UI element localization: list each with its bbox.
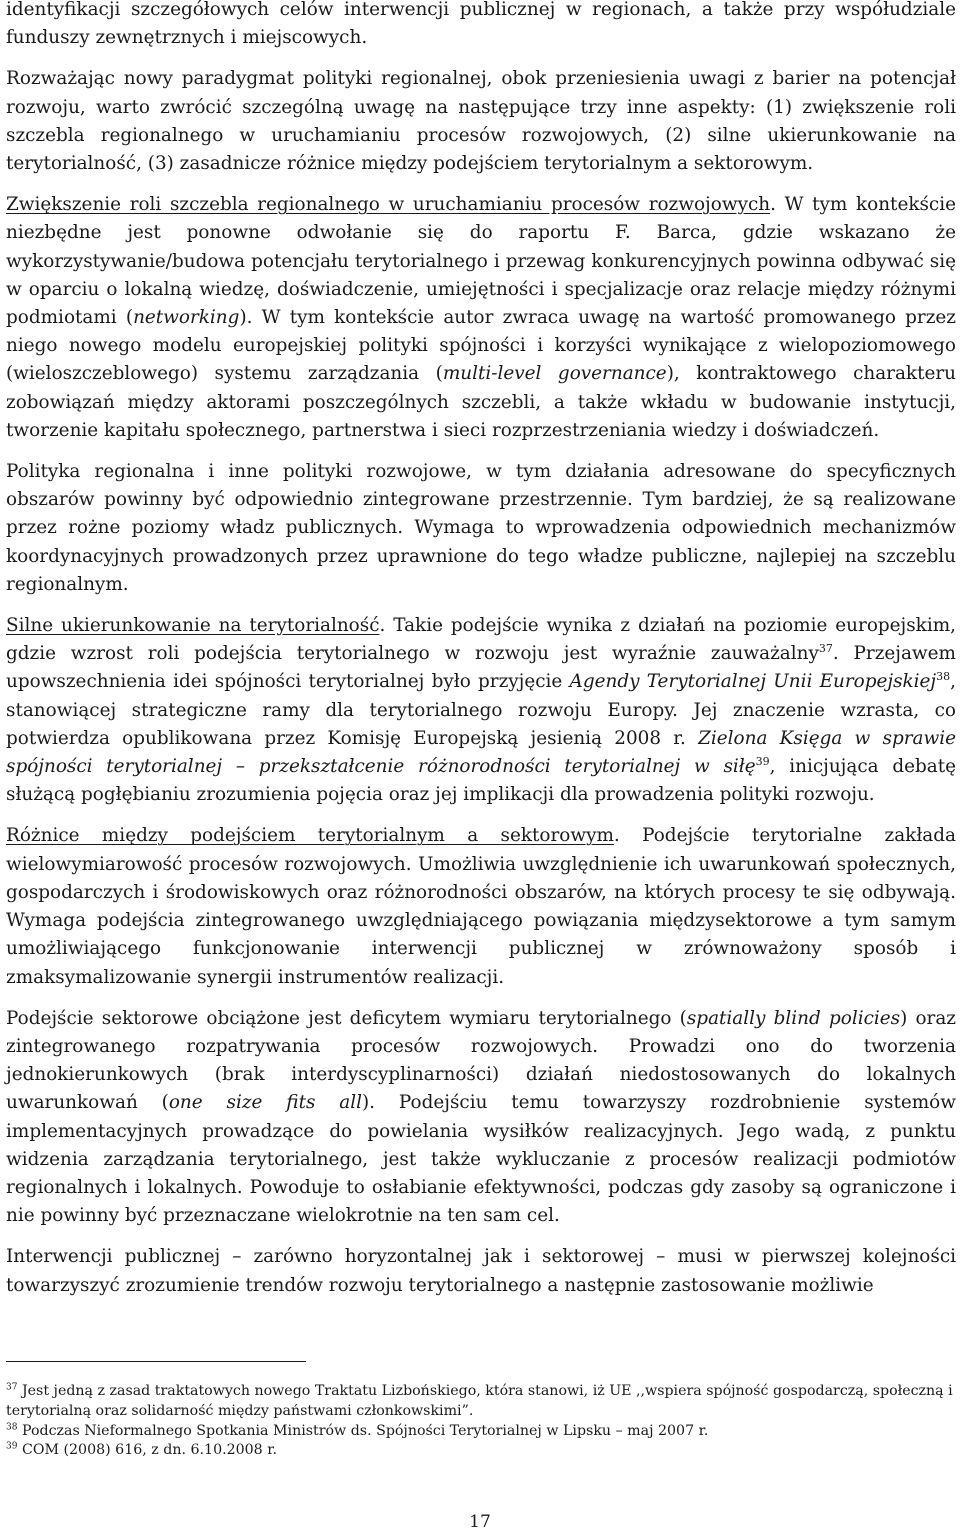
paragraph-text: Interwencji publicznej – zarówno horyzontalnej jak i sektorowej – musi w pierwszej kolejności towarzyszyć zrozumienie trendów rozwoju terytorialnego a następnie zastosowanie możliwie: [6, 1246, 956, 1296]
italic-term: spatially blind policies: [686, 1007, 901, 1029]
section-heading-regional-role: Zwiększenie roli szczebla regionalnego w uruchamianiu procesów rozwojowych: [6, 194, 771, 216]
document-body: [6, 0, 956, 1300]
footnote-text: Jest jedną z zasad traktatowych nowego Traktatu Lizbońskiego, która stanowi, iż UE ,,wspiera spójność gospodarczą, społeczną i terytorialną oraz solidarność między państwami członkowskimi”.: [6, 1383, 953, 1419]
paragraph-text: . Przejawem upowszechnienia idei spójności terytorialnej było przyjęcie: [6, 643, 956, 693]
italic-title: Zielona Księga w sprawie spójności terytorialnej – przekształcenie różnorodności terytorialnej w siłę: [6, 727, 956, 778]
paragraph-text: Rozważając nowy paradygmat polityki regionalnej, obok przeniesienia uwagi z barier na potencjał rozwoju, warto zwrócić szczególną uwagę na następujące trzy inne aspekty: (1) zwiększenie roli szczebla regionalnego w uruchamianiu procesów rozwojowych, (2) silne ukierunkowanie na terytorialność, (3) zasadnicze różnice między podejściem terytorialnym a sektorowym.: [6, 68, 956, 175]
footnote-text: Podczas Nieformalnego Spotkania Ministrów ds. Spójności Terytorialnej w Lipsku – maj 2007 r.: [21, 1422, 709, 1439]
paragraph-intro-continuation: [6, 0, 956, 52]
paragraph-differences: [6, 822, 956, 991]
italic-term: multi-level governance: [442, 363, 667, 385]
paragraph-text: Polityka regionalna i inne polityki rozwojowe, w tym działania adresowane do specyficznych obszarów powinny być odpowiednio zintegrowane przestrzennie. Tym bardziej, że są realizowane przez rożne poziomy władz publicznych. Wymaga to wprowadzenia odpowiednich mechanizmów koordynacyjnych prowadzonych przez uprawnione do tego władze publiczne, najlepiej na szczeblu regionalnym.: [6, 461, 956, 595]
footnote-38: [6, 1422, 956, 1442]
paragraph-text: Podejście sektorowe obciążone jest deficytem wymiaru terytorialnego (: [6, 1007, 687, 1029]
paragraph-text: identyfikacji szczegółowych celów interwencji publicznej w regionach, a także przy współudziale funduszy zewnętrznych i miejscowych.: [6, 0, 956, 49]
italic-term: one size fits all: [168, 1092, 362, 1114]
paragraph-text: . W tym kontekście niezbędne jest ponowne odwołanie się do raportu F. Barca, gdzie wskazano że wykorzystywanie/budowa potencjału terytorialnego i przewag konkurencyjnych powinna odbywać się w oparciu o lokalną wiedzę, doświadczenie, umiejętności i specjalizacje oraz relacje między różnymi podmiotami (: [6, 194, 956, 329]
italic-term: networking: [133, 307, 240, 329]
paragraph-text: . Podejście terytorialne zakłada wielowymiarowość procesów rozwojowych. Umożliwia uwzględnienie ich uwarunkowań społecznych, gospodarczych i środowiskowych oraz różnorodności obszarów, na których procesy te się odbywają. Wymaga podejścia zintegrowanego uwzględniającego powiązania międzysektorowe a tym samym umożliwiającego funkcjonowanie interwencji publicznej w zrównoważony sposób i zmaksymalizowanie synergii instrumentów realizacji.: [6, 825, 956, 988]
paragraph-text: ). W tym kontekście autor zwraca uwagę na wartość promowanego przez niego nowego modelu europejskiej polityki spójności i korzyści wynikające z wielopoziomowego (wieloszczeblowego) systemu zarządzania (: [6, 307, 956, 385]
paragraph-territoriality: [6, 612, 956, 809]
footnotes: [6, 1382, 956, 1461]
footnote-separator: [6, 1361, 306, 1362]
paragraph-text: , inicjująca debatę służącą pogłębianiu zrozumienia pojęcia oraz jej implikacji dla prowadzenia polityki rozwoju.: [6, 756, 957, 806]
page-number: 17: [469, 1512, 491, 1532]
footnote-reference[interactable]: 39: [755, 754, 770, 768]
paragraph-text: ), kontraktowego charakteru zobowiązań między aktorami poszczególnych szczebli, a także wkładu w budowanie instytucji, tworzenie kapitału społecznego, partnerstwa i sieci rozprzestrzeniania wiedzy i doświadczeń.: [6, 363, 956, 441]
footnote-number: 38: [6, 1421, 18, 1432]
footnote-text: COM (2008) 616, z dn. 6.10.2008 r.: [21, 1442, 277, 1459]
paragraph-text: . Takie podejście wynika z działań na poziomie europejskim, gdzie wzrost roli podejścia terytorialnego w rozwoju jest wyraźnie zauważalny: [6, 615, 956, 665]
footnote-number: 39: [6, 1441, 18, 1452]
paragraph-regional-policy: [6, 458, 956, 599]
paragraph-sectoral-approach: [6, 1005, 956, 1231]
paragraph-regional-role: [6, 191, 956, 445]
footnote-37: [6, 1382, 956, 1422]
footnote-reference[interactable]: 37: [818, 642, 833, 656]
paragraph-text: ) oraz zintegrowanego rozpatrywania procesów rozwojowych. Prowadzi ono do tworzenia jednokierunkowych (brak interdyscyplinarności) działań niedostosowanych do lokalnych uwarunkowań (: [6, 1007, 956, 1114]
paragraph-public-intervention: [6, 1243, 956, 1299]
italic-title: Agendy Terytorialnej Unii Europejskiej: [569, 671, 937, 693]
section-heading-differences: Różnice między podejściem terytorialnym a sektorowym: [6, 825, 614, 847]
section-heading-territoriality: Silne ukierunkowanie na terytorialność: [6, 615, 380, 637]
paragraph-text: , stanowiącej strategiczne ramy dla terytorialnego rozwoju Europy. Jej znaczenie wzrasta, co potwierdza opublikowana przez Komisję Europejską jesienią 2008 r.: [6, 671, 956, 749]
footnote-39: [6, 1441, 956, 1461]
paragraph-new-paradigm: [6, 65, 956, 178]
footnote-reference[interactable]: 38: [936, 670, 951, 684]
paragraph-text: ). Podejściu temu towarzyszy rozdrobnienie systemów implementacyjnych prowadzące do powielania wysiłków realizacyjnych. Jego wadą, z punktu widzenia zarządzania terytorialnego, jest także wykluczanie z procesów realizacji podmiotów regionalnych i lokalnych. Powoduje to osłabianie efektywności, podczas gdy zasoby są ograniczone i nie powinny być przeznaczane wielokrotnie na ten sam cel.: [6, 1092, 956, 1227]
footnote-number: 37: [6, 1382, 18, 1393]
